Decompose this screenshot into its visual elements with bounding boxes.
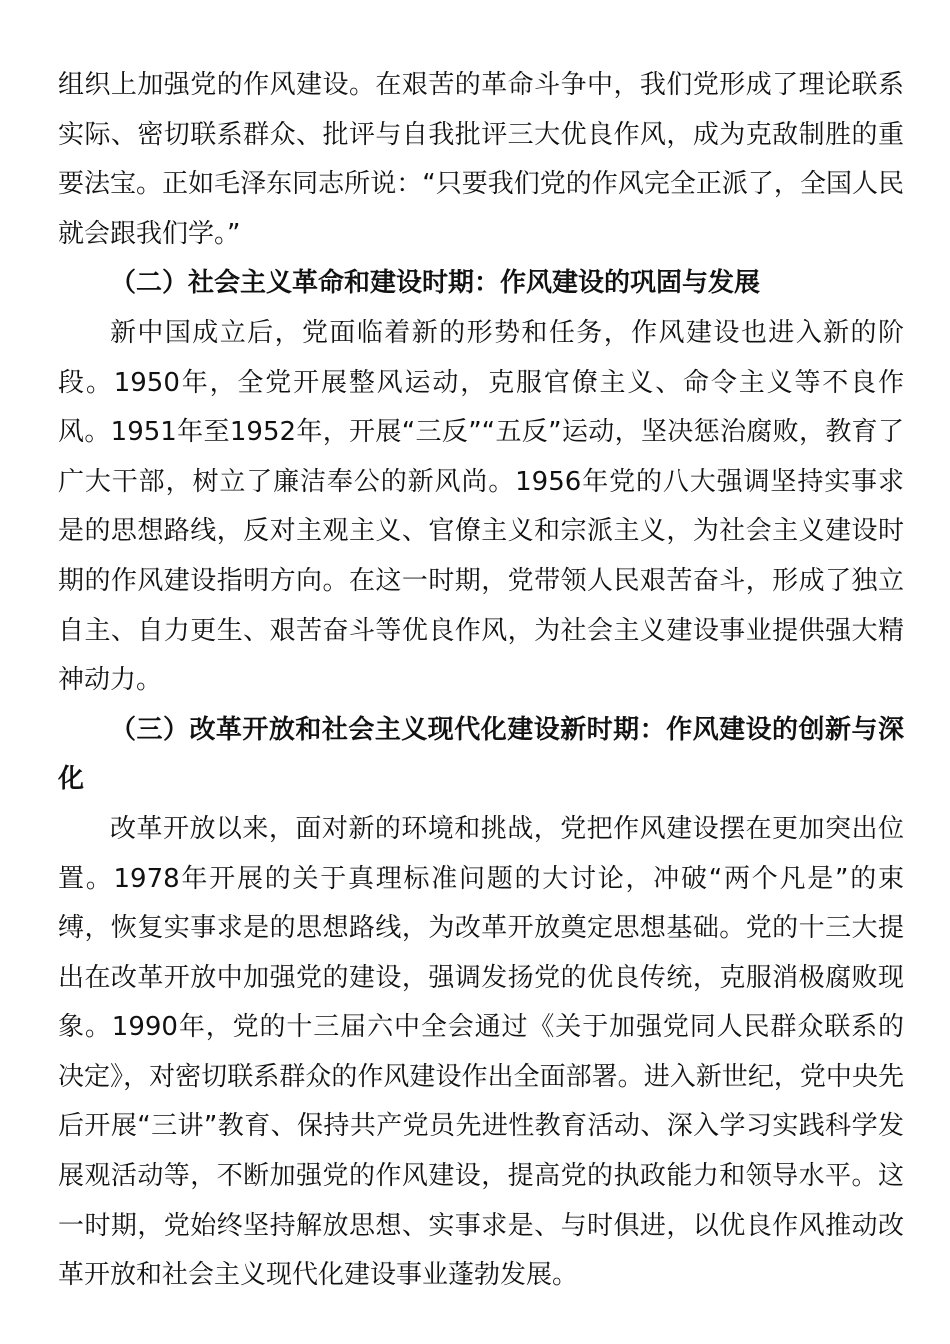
paragraph-section-2: 新中国成立后，党面临着新的形势和任务，作风建设也进入新的阶段。1950年，全党开展整风运动，克服官僚主义、命令主义等不良作风。1951年至1952年，开展“三反”“五反”运动，坚决惩治腐败，教育了广大干部，树立了廉洁奉公的新风尚。1956年党的八大强调坚持实事求是的思想路线，反对主观主义、官僚主义和宗派主义，为社会主义建设时期的作风建设指明方向。在这一时期，党带领人民艰苦奋斗，形成了独立自主、自力更生、艰苦奋斗等优良作风，为社会主义建设事业提供强大精神动力。 xyxy=(58,317,904,696)
section-heading-2: （二）社会主义革命和建设时期：作风建设的巩固与发展 xyxy=(110,268,761,299)
document-page xyxy=(58,61,904,1301)
paragraph-continued: 组织上加强党的作风建设。在艰苦的革命斗争中，我们党形成了理论联系实际、密切联系群众、批评与自我批评三大优良作风，成为克敌制胜的重要法宝。正如毛泽东同志所说：“只要我们党的作风完全正派了，全国人民就会跟我们学。” xyxy=(58,70,904,249)
paragraph-section-3: 改革开放以来，面对新的环境和挑战，党把作风建设摆在更加突出位置。1978年开展的关于真理标准问题的大讨论，冲破“两个凡是”的束缚，恢复实事求是的思想路线，为改革开放奠定思想基础。党的十三大提出在改革开放中加强党的建设，强调发扬党的优良传统，克服消极腐败现象。1990年，党的十三届六中全会通过《关于加强党同人民群众联系的决定》，对密切联系群众的作风建设作出全面部署。进入新世纪，党中央先后开展“三讲”教育、保持共产党员先进性教育活动、深入学习实践科学发展观活动等，不断加强党的作风建设，提高党的执政能力和领导水平。这一时期，党始终坚持解放思想、实事求是、与时俱进，以优良作风推动改革开放和社会主义现代化建设事业蓬勃发展。 xyxy=(58,813,904,1291)
section-heading-3: （三）改革开放和社会主义现代化建设新时期：作风建设的创新与深化 xyxy=(58,714,904,795)
